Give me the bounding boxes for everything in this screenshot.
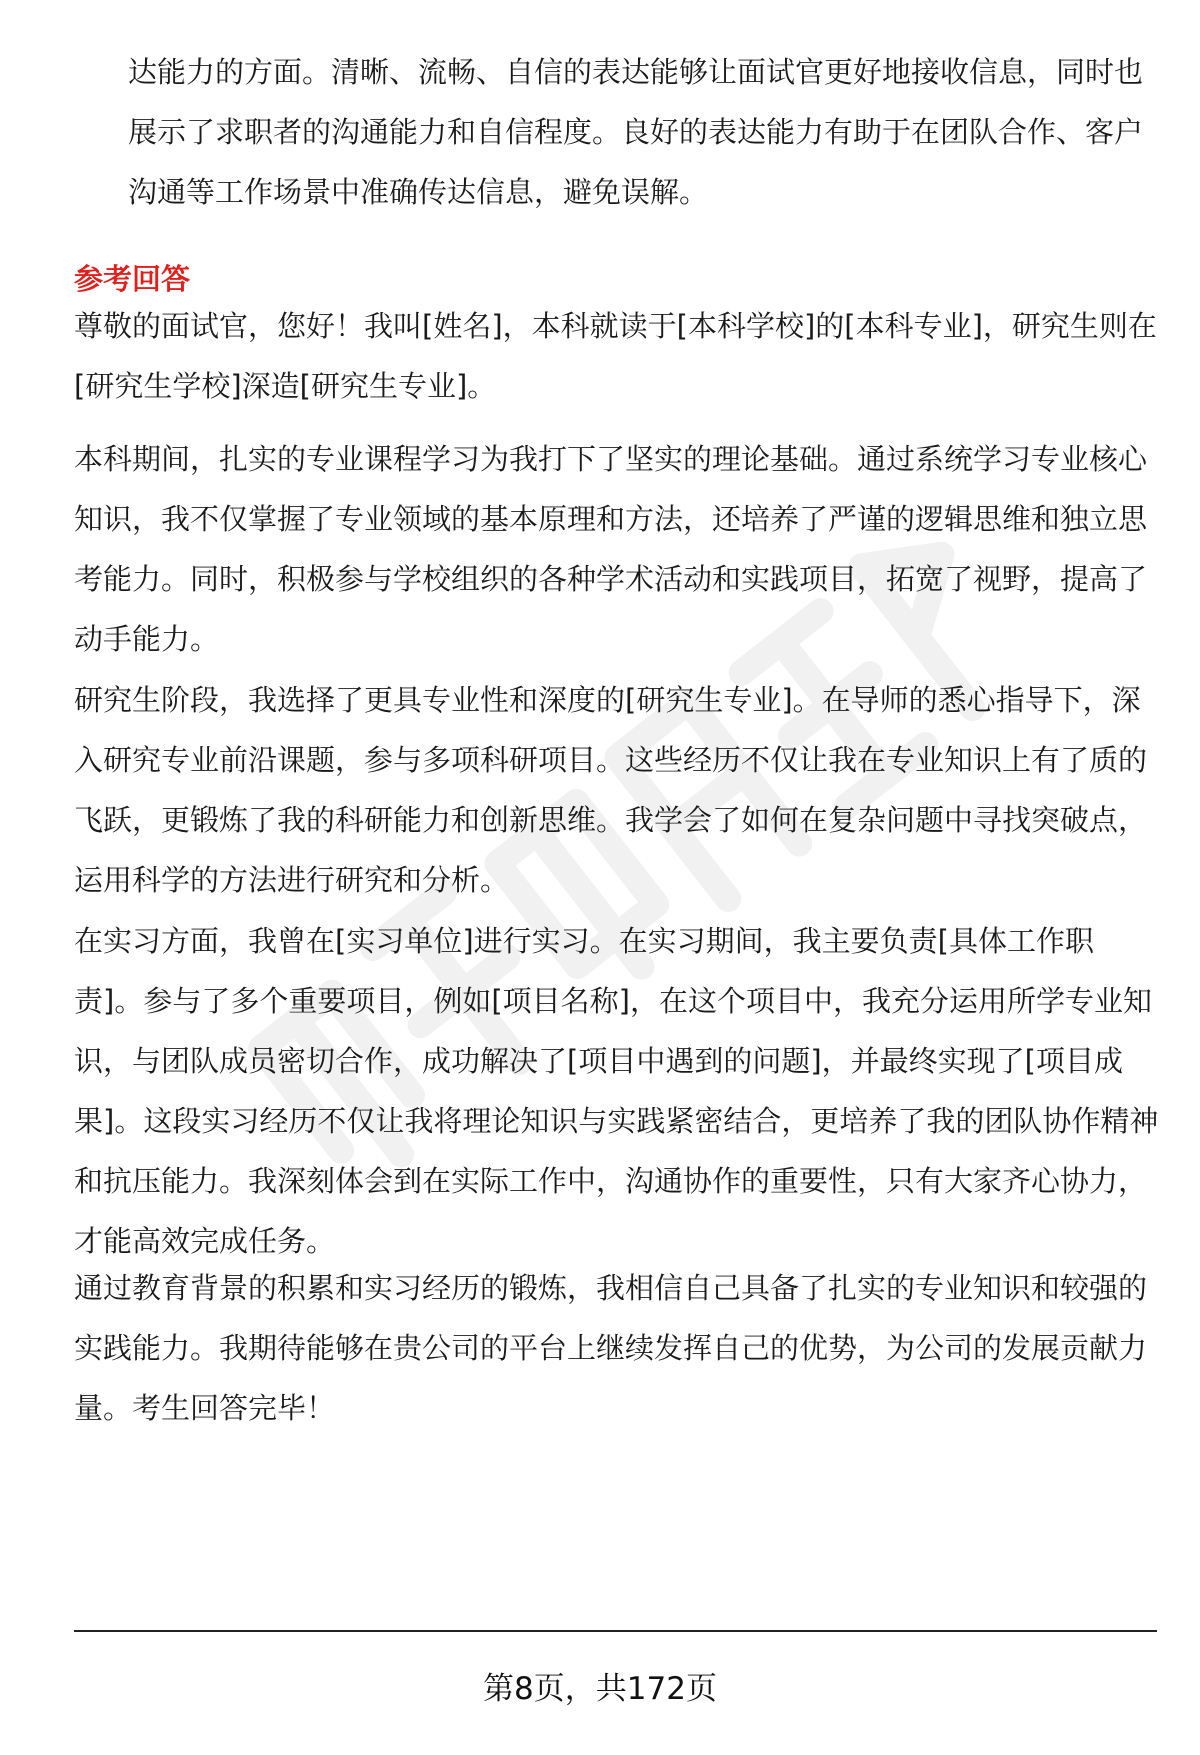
paragraph-conclusion: 通过教育背景的积累和实习经历的锻炼，我相信自己具备了扎实的专业知识和较强的实践能力。我期待能够在贵公司的平台上继续发挥自己的优势，为公司的发展贡献力量。考生回答完毕！ xyxy=(74,1271,1148,1425)
paragraph-continuation: 达能力的方面。清晰、流畅、自信的表达能够让面试官更好地接收信息，同时也展示了求职者的沟通能力和自信程度。良好的表达能力有助于在团队合作、客户沟通等工作场景中准确传达信息，避免误解。 xyxy=(128,55,1144,209)
paragraph-greeting: 尊敬的面试官，您好！我叫[姓名]，本科就读于[本科学校]的[本科专业]，研究生则在[研究生学校]深造[研究生专业]。 xyxy=(74,309,1157,403)
paragraph-internship: 在实习方面，我曾在[实习单位]进行实习。在实习期间，我主要负责[具体工作职责]。参与了多个重要项目，例如[项目名称]，在这个项目中，我充分运用所学专业知识，与团队成员密切合作，成功解决了[项目中遇到的问题]，并最终实现了[项目成果]。这段实习经历不仅让我将理论知识与实践紧密结合，更培养了我的团队协作精神和抗压能力。我深刻体会到在实际工作中，沟通协作的重要性，只有大家齐心协力，才能高效完成任务。 xyxy=(74,924,1159,1258)
paragraph-undergraduate: 本科期间，扎实的专业课程学习为我打下了坚实的理论基础。通过系统学习专业核心知识，我不仅掌握了专业领域的基本原理和方法，还培养了严谨的逻辑思维和独立思考能力。同时，积极参与学校组织的各种学术活动和实践项目，拓宽了视野，提高了动手能力。 xyxy=(74,442,1148,656)
section-heading: 参考回答 xyxy=(74,262,191,296)
footer-divider xyxy=(74,1630,1157,1632)
paragraph-graduate: 研究生阶段，我选择了更具专业性和深度的[研究生专业]。在导师的悉心指导下，深入研究专业前沿课题，参与多项科研项目。这些经历不仅让我在专业知识上有了质的飞跃，更锻炼了我的科研能力和创新思维。我学会了如何在复杂问题中寻找突破点，运用科学的方法进行研究和分析。 xyxy=(74,683,1148,897)
page-number: 第8页，共172页 xyxy=(483,1671,717,1707)
